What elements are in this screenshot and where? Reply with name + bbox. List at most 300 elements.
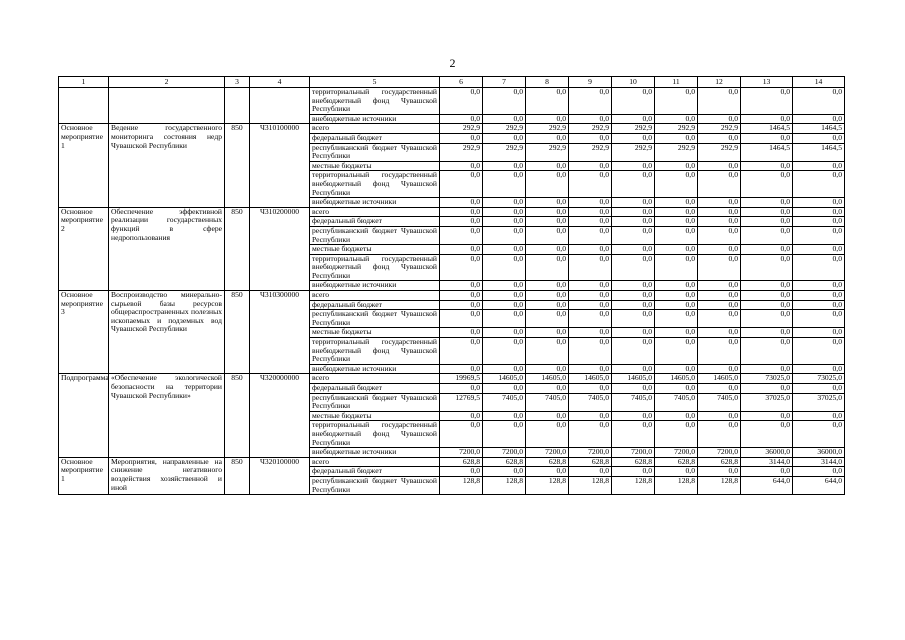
value-cell: 0,0 <box>569 384 612 394</box>
value-cell: 0,0 <box>612 384 655 394</box>
value-cell: 0,0 <box>741 114 793 124</box>
funding-source-cell: всего <box>310 374 440 384</box>
value-cell: 128,8 <box>569 476 612 494</box>
value-cell: 0,0 <box>526 133 569 143</box>
value-cell: 0,0 <box>569 88 612 115</box>
value-cell: 0,0 <box>440 245 483 255</box>
funding-source-cell: республиканский бюджет Чувашской Республики <box>310 310 440 328</box>
value-cell: 0,0 <box>483 217 526 227</box>
value-cell: 0,0 <box>483 291 526 301</box>
funding-source-cell: территориальный государственный внебюджетный фонд Чувашской Республики <box>310 338 440 365</box>
value-cell: 0,0 <box>655 421 698 448</box>
value-cell: 0,0 <box>440 310 483 328</box>
value-cell: 0,0 <box>655 310 698 328</box>
value-cell: 0,0 <box>440 198 483 208</box>
funding-source-cell: местные бюджеты <box>310 161 440 171</box>
value-cell: 0,0 <box>793 226 845 244</box>
value-cell: 0,0 <box>569 281 612 291</box>
value-cell: 0,0 <box>483 411 526 421</box>
value-cell: 0,0 <box>698 254 741 281</box>
value-cell: 0,0 <box>793 114 845 124</box>
table-row <box>59 291 845 301</box>
funding-source-cell: местные бюджеты <box>310 411 440 421</box>
value-cell: 0,0 <box>612 364 655 374</box>
value-cell: 292,9 <box>569 143 612 161</box>
value-cell: 7405,0 <box>483 393 526 411</box>
value-cell: 0,0 <box>741 364 793 374</box>
value-cell: 0,0 <box>569 300 612 310</box>
funding-source-cell: всего <box>310 457 440 467</box>
value-cell: 0,0 <box>698 411 741 421</box>
value-cell: 37025,0 <box>741 393 793 411</box>
value-cell: 0,0 <box>483 114 526 124</box>
value-cell: 0,0 <box>655 254 698 281</box>
value-cell: 0,0 <box>612 411 655 421</box>
classifier-cell: Ч310100000 <box>250 124 310 207</box>
value-cell: 0,0 <box>698 133 741 143</box>
name-cell: Мероприятия, направленные на снижение негативного воздействия хозяйственной и иной <box>109 457 225 494</box>
value-cell: 0,0 <box>569 114 612 124</box>
table-row <box>59 124 845 134</box>
value-cell: 0,0 <box>526 421 569 448</box>
value-cell: 0,0 <box>569 207 612 217</box>
value-cell: 628,8 <box>440 457 483 467</box>
value-cell: 37025,0 <box>793 393 845 411</box>
value-cell: 0,0 <box>612 88 655 115</box>
value-cell: 0,0 <box>741 226 793 244</box>
value-cell: 0,0 <box>793 88 845 115</box>
value-cell: 19969,5 <box>440 374 483 384</box>
value-cell: 0,0 <box>526 171 569 198</box>
value-cell: 0,0 <box>526 207 569 217</box>
value-cell: 0,0 <box>793 310 845 328</box>
value-cell: 0,0 <box>526 281 569 291</box>
value-cell: 0,0 <box>440 328 483 338</box>
value-cell: 0,0 <box>698 310 741 328</box>
value-cell: 0,0 <box>793 217 845 227</box>
value-cell: 292,9 <box>526 143 569 161</box>
value-cell: 0,0 <box>612 467 655 477</box>
table-row <box>59 88 845 115</box>
name-cell: Обеспечение эффективной реализации государственных функций в сфере недропользования <box>109 207 225 290</box>
value-cell: 14605,0 <box>698 374 741 384</box>
value-cell: 0,0 <box>440 281 483 291</box>
classifier-cell: Ч320000000 <box>250 374 310 457</box>
status-cell: Подпрограмма <box>59 374 109 457</box>
value-cell: 0,0 <box>655 226 698 244</box>
value-cell: 0,0 <box>526 291 569 301</box>
value-cell: 0,0 <box>483 300 526 310</box>
value-cell: 7405,0 <box>698 393 741 411</box>
code-cell: 850 <box>225 207 250 290</box>
value-cell: 0,0 <box>741 384 793 394</box>
funding-source-cell: внебюджетные источники <box>310 448 440 458</box>
value-cell: 628,8 <box>655 457 698 467</box>
value-cell: 0,0 <box>793 207 845 217</box>
column-header: 14 <box>793 77 845 88</box>
column-header: 1 <box>59 77 109 88</box>
value-cell: 0,0 <box>526 198 569 208</box>
value-cell: 0,0 <box>526 161 569 171</box>
value-cell: 12769,5 <box>440 393 483 411</box>
value-cell: 3144,0 <box>793 457 845 467</box>
value-cell: 0,0 <box>793 161 845 171</box>
value-cell: 0,0 <box>741 245 793 255</box>
status-cell: Основное мероприятие 1 <box>59 457 109 494</box>
value-cell: 7200,0 <box>655 448 698 458</box>
status-cell: Основное мероприятие 2 <box>59 207 109 290</box>
column-header: 5 <box>310 77 440 88</box>
funding-source-cell: республиканский бюджет Чувашской Республики <box>310 393 440 411</box>
value-cell: 73025,0 <box>741 374 793 384</box>
value-cell: 0,0 <box>655 338 698 365</box>
value-cell: 0,0 <box>526 384 569 394</box>
value-cell: 0,0 <box>440 411 483 421</box>
value-cell: 0,0 <box>698 245 741 255</box>
value-cell: 7405,0 <box>526 393 569 411</box>
value-cell: 0,0 <box>526 467 569 477</box>
value-cell: 7405,0 <box>612 393 655 411</box>
value-cell: 0,0 <box>655 88 698 115</box>
value-cell: 7200,0 <box>698 448 741 458</box>
value-cell: 1464,5 <box>741 124 793 134</box>
funding-source-cell: всего <box>310 124 440 134</box>
value-cell: 0,0 <box>655 300 698 310</box>
value-cell: 1464,5 <box>793 124 845 134</box>
value-cell: 0,0 <box>741 338 793 365</box>
value-cell: 644,0 <box>793 476 845 494</box>
value-cell: 0,0 <box>612 207 655 217</box>
value-cell: 0,0 <box>526 411 569 421</box>
value-cell: 0,0 <box>698 364 741 374</box>
column-header: 11 <box>655 77 698 88</box>
value-cell: 0,0 <box>655 281 698 291</box>
value-cell: 0,0 <box>569 338 612 365</box>
value-cell: 0,0 <box>440 421 483 448</box>
column-header: 10 <box>612 77 655 88</box>
budget-table <box>58 76 845 495</box>
value-cell: 292,9 <box>440 124 483 134</box>
value-cell: 628,8 <box>612 457 655 467</box>
value-cell: 628,8 <box>483 457 526 467</box>
value-cell: 0,0 <box>440 300 483 310</box>
value-cell: 0,0 <box>655 245 698 255</box>
value-cell: 292,9 <box>698 143 741 161</box>
value-cell: 0,0 <box>440 217 483 227</box>
value-cell: 0,0 <box>440 338 483 365</box>
value-cell: 0,0 <box>483 198 526 208</box>
value-cell: 0,0 <box>655 171 698 198</box>
value-cell: 0,0 <box>655 467 698 477</box>
funding-source-cell: внебюджетные источники <box>310 364 440 374</box>
value-cell: 0,0 <box>793 171 845 198</box>
page-number: 2 <box>449 56 456 70</box>
value-cell: 7405,0 <box>655 393 698 411</box>
funding-source-cell: местные бюджеты <box>310 245 440 255</box>
value-cell: 0,0 <box>612 133 655 143</box>
value-cell: 0,0 <box>526 254 569 281</box>
funding-source-cell: федеральный бюджет <box>310 384 440 394</box>
value-cell: 0,0 <box>569 467 612 477</box>
value-cell: 0,0 <box>483 254 526 281</box>
value-cell: 14605,0 <box>612 374 655 384</box>
value-cell: 0,0 <box>698 328 741 338</box>
value-cell: 0,0 <box>698 226 741 244</box>
status-cell: Основное мероприятие 3 <box>59 291 109 374</box>
value-cell: 0,0 <box>793 421 845 448</box>
value-cell: 0,0 <box>483 207 526 217</box>
value-cell: 73025,0 <box>793 374 845 384</box>
name-cell: «Обеспечение экологической безопасности на территории Чувашской Республики» <box>109 374 225 457</box>
value-cell: 0,0 <box>655 291 698 301</box>
value-cell: 0,0 <box>741 217 793 227</box>
value-cell: 1464,5 <box>741 143 793 161</box>
value-cell: 0,0 <box>793 328 845 338</box>
value-cell: 0,0 <box>612 291 655 301</box>
value-cell: 0,0 <box>612 217 655 227</box>
value-cell: 0,0 <box>655 328 698 338</box>
value-cell: 292,9 <box>612 143 655 161</box>
value-cell: 628,8 <box>569 457 612 467</box>
value-cell: 0,0 <box>793 133 845 143</box>
value-cell: 7200,0 <box>612 448 655 458</box>
value-cell: 0,0 <box>526 364 569 374</box>
value-cell: 0,0 <box>569 217 612 227</box>
value-cell: 0,0 <box>483 133 526 143</box>
status-cell <box>59 88 109 124</box>
value-cell: 0,0 <box>612 300 655 310</box>
value-cell: 0,0 <box>655 114 698 124</box>
value-cell: 0,0 <box>741 291 793 301</box>
column-header: 3 <box>225 77 250 88</box>
value-cell: 0,0 <box>526 310 569 328</box>
table-row <box>59 207 845 217</box>
value-cell: 0,0 <box>440 133 483 143</box>
value-cell: 0,0 <box>569 291 612 301</box>
value-cell: 0,0 <box>793 411 845 421</box>
value-cell: 0,0 <box>526 300 569 310</box>
funding-source-cell: всего <box>310 291 440 301</box>
classifier-cell: Ч310200000 <box>250 207 310 290</box>
value-cell: 0,0 <box>612 254 655 281</box>
value-cell: 0,0 <box>526 328 569 338</box>
value-cell: 0,0 <box>612 226 655 244</box>
value-cell: 0,0 <box>569 421 612 448</box>
value-cell: 0,0 <box>741 207 793 217</box>
funding-source-cell: территориальный государственный внебюджетный фонд Чувашской Республики <box>310 421 440 448</box>
value-cell: 0,0 <box>569 254 612 281</box>
value-cell: 0,0 <box>483 281 526 291</box>
value-cell: 0,0 <box>612 328 655 338</box>
value-cell: 14605,0 <box>483 374 526 384</box>
table-row <box>59 374 845 384</box>
column-header: 8 <box>526 77 569 88</box>
value-cell: 0,0 <box>793 467 845 477</box>
value-cell: 0,0 <box>526 114 569 124</box>
value-cell: 0,0 <box>440 364 483 374</box>
funding-source-cell: республиканский бюджет Чувашской Республики <box>310 143 440 161</box>
value-cell: 0,0 <box>483 421 526 448</box>
value-cell: 0,0 <box>569 411 612 421</box>
value-cell: 0,0 <box>655 161 698 171</box>
value-cell: 0,0 <box>569 328 612 338</box>
value-cell: 0,0 <box>655 411 698 421</box>
value-cell: 0,0 <box>483 310 526 328</box>
value-cell: 14605,0 <box>526 374 569 384</box>
value-cell: 0,0 <box>440 467 483 477</box>
value-cell: 644,0 <box>741 476 793 494</box>
value-cell: 0,0 <box>526 217 569 227</box>
funding-source-cell: республиканский бюджет Чувашской Республики <box>310 476 440 494</box>
value-cell: 0,0 <box>483 226 526 244</box>
value-cell: 7405,0 <box>569 393 612 411</box>
value-cell: 0,0 <box>483 88 526 115</box>
value-cell: 0,0 <box>612 198 655 208</box>
value-cell: 0,0 <box>698 161 741 171</box>
value-cell: 128,8 <box>440 476 483 494</box>
value-cell: 0,0 <box>741 281 793 291</box>
value-cell: 7200,0 <box>483 448 526 458</box>
value-cell: 0,0 <box>741 300 793 310</box>
value-cell: 0,0 <box>483 245 526 255</box>
value-cell: 0,0 <box>612 281 655 291</box>
table-header-row <box>59 77 845 88</box>
value-cell: 0,0 <box>698 421 741 448</box>
value-cell: 0,0 <box>741 171 793 198</box>
value-cell: 0,0 <box>526 338 569 365</box>
value-cell: 0,0 <box>612 310 655 328</box>
value-cell: 3144,0 <box>741 457 793 467</box>
value-cell: 36000,0 <box>793 448 845 458</box>
column-header: 6 <box>440 77 483 88</box>
value-cell: 0,0 <box>741 254 793 281</box>
value-cell: 0,0 <box>698 88 741 115</box>
value-cell: 0,0 <box>440 226 483 244</box>
value-cell: 0,0 <box>440 171 483 198</box>
value-cell: 0,0 <box>569 226 612 244</box>
value-cell: 628,8 <box>526 457 569 467</box>
column-header: 13 <box>741 77 793 88</box>
value-cell: 0,0 <box>741 310 793 328</box>
value-cell: 0,0 <box>612 338 655 365</box>
column-header: 9 <box>569 77 612 88</box>
funding-source-cell: внебюджетные источники <box>310 114 440 124</box>
value-cell: 292,9 <box>440 143 483 161</box>
funding-source-cell: республиканский бюджет Чувашской Республики <box>310 226 440 244</box>
value-cell: 0,0 <box>793 245 845 255</box>
value-cell: 0,0 <box>793 281 845 291</box>
value-cell: 0,0 <box>483 338 526 365</box>
value-cell: 292,9 <box>526 124 569 134</box>
value-cell: 0,0 <box>741 133 793 143</box>
value-cell: 0,0 <box>793 300 845 310</box>
name-cell: Ведение государственного мониторинга состояния недр Чувашской Республики <box>109 124 225 207</box>
value-cell: 0,0 <box>569 310 612 328</box>
value-cell: 0,0 <box>569 133 612 143</box>
value-cell: 36000,0 <box>741 448 793 458</box>
value-cell: 0,0 <box>526 226 569 244</box>
status-cell: Основное мероприятие 1 <box>59 124 109 207</box>
code-cell <box>225 88 250 124</box>
value-cell: 0,0 <box>440 114 483 124</box>
value-cell: 0,0 <box>741 421 793 448</box>
value-cell: 0,0 <box>698 300 741 310</box>
value-cell: 0,0 <box>793 364 845 374</box>
funding-source-cell: федеральный бюджет <box>310 133 440 143</box>
value-cell: 0,0 <box>741 198 793 208</box>
value-cell: 0,0 <box>698 198 741 208</box>
value-cell: 292,9 <box>698 124 741 134</box>
funding-source-cell: внебюджетные источники <box>310 198 440 208</box>
value-cell: 14605,0 <box>655 374 698 384</box>
value-cell: 0,0 <box>698 467 741 477</box>
value-cell: 0,0 <box>741 328 793 338</box>
value-cell: 0,0 <box>612 171 655 198</box>
value-cell: 292,9 <box>569 124 612 134</box>
value-cell: 7200,0 <box>569 448 612 458</box>
value-cell: 128,8 <box>526 476 569 494</box>
value-cell: 128,8 <box>612 476 655 494</box>
classifier-cell: Ч310300000 <box>250 291 310 374</box>
value-cell: 0,0 <box>741 88 793 115</box>
value-cell: 0,0 <box>569 198 612 208</box>
value-cell: 0,0 <box>483 161 526 171</box>
value-cell: 0,0 <box>569 171 612 198</box>
funding-source-cell: всего <box>310 207 440 217</box>
value-cell: 7200,0 <box>440 448 483 458</box>
value-cell: 0,0 <box>698 171 741 198</box>
name-cell: Воспроизводство минерально-сырьевой базы ресурсов общераспространенных полезных ископаемых и подземных вод Чувашской Республики <box>109 291 225 374</box>
value-cell: 0,0 <box>793 384 845 394</box>
value-cell: 0,0 <box>612 161 655 171</box>
value-cell: 0,0 <box>526 245 569 255</box>
value-cell: 0,0 <box>793 254 845 281</box>
value-cell: 0,0 <box>483 384 526 394</box>
column-header: 4 <box>250 77 310 88</box>
value-cell: 0,0 <box>698 217 741 227</box>
value-cell: 0,0 <box>483 171 526 198</box>
value-cell: 0,0 <box>612 114 655 124</box>
value-cell: 292,9 <box>655 143 698 161</box>
value-cell: 0,0 <box>741 467 793 477</box>
classifier-cell: Ч320100000 <box>250 457 310 494</box>
value-cell: 128,8 <box>698 476 741 494</box>
value-cell: 0,0 <box>698 291 741 301</box>
table-row <box>59 457 845 467</box>
value-cell: 0,0 <box>483 328 526 338</box>
value-cell: 0,0 <box>440 384 483 394</box>
code-cell: 850 <box>225 291 250 374</box>
value-cell: 0,0 <box>440 207 483 217</box>
value-cell: 0,0 <box>655 384 698 394</box>
value-cell: 292,9 <box>483 124 526 134</box>
value-cell: 0,0 <box>440 161 483 171</box>
funding-source-cell: местные бюджеты <box>310 328 440 338</box>
funding-source-cell: федеральный бюджет <box>310 300 440 310</box>
value-cell: 292,9 <box>483 143 526 161</box>
value-cell: 0,0 <box>569 245 612 255</box>
name-cell <box>109 88 225 124</box>
value-cell: 0,0 <box>741 161 793 171</box>
classifier-cell <box>250 88 310 124</box>
value-cell: 1464,5 <box>793 143 845 161</box>
value-cell: 0,0 <box>655 217 698 227</box>
value-cell: 0,0 <box>655 207 698 217</box>
column-header: 2 <box>109 77 225 88</box>
funding-source-cell: федеральный бюджет <box>310 217 440 227</box>
value-cell: 0,0 <box>698 207 741 217</box>
code-cell: 850 <box>225 457 250 494</box>
